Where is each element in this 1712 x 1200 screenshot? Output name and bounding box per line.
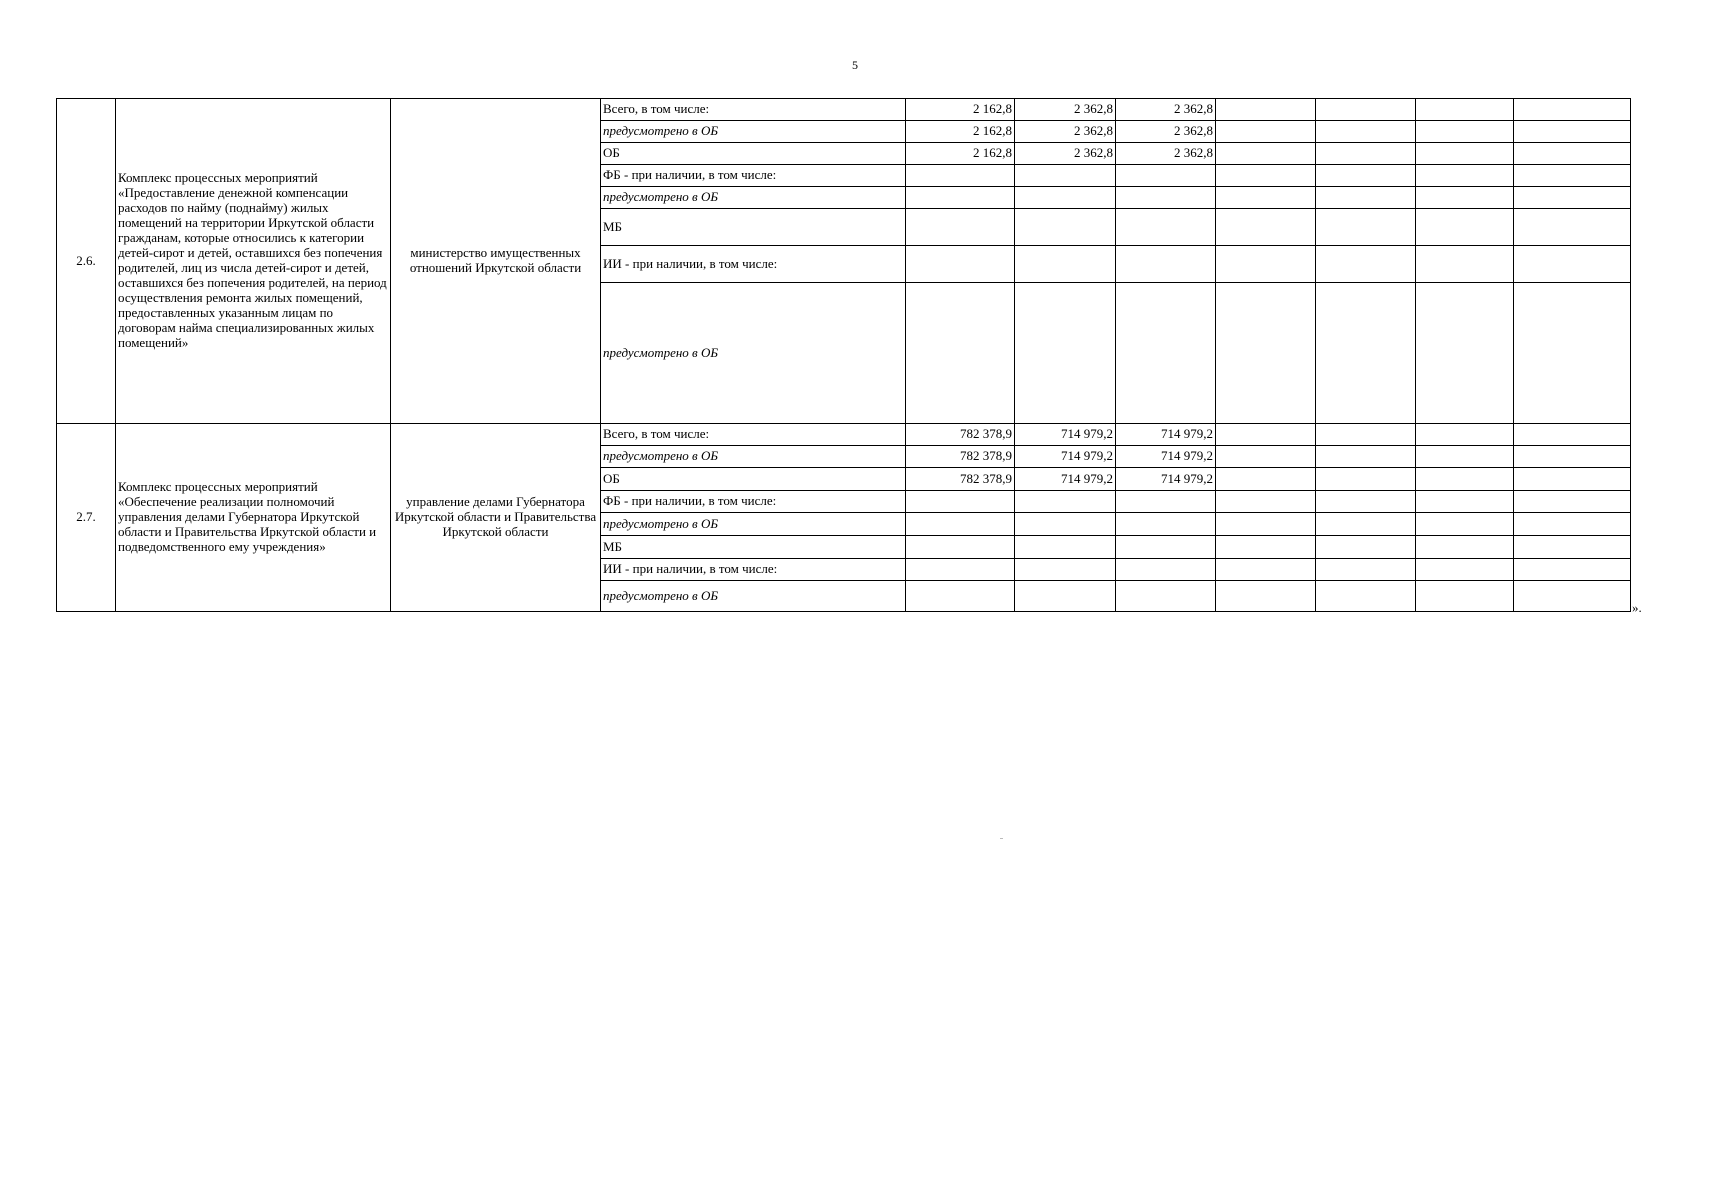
amount-cell <box>1514 187 1631 209</box>
amount-cell <box>1514 559 1631 581</box>
amount-cell <box>1514 468 1631 491</box>
amount-cell <box>1416 536 1514 559</box>
amount-cell <box>1015 187 1116 209</box>
amount-cell <box>1216 283 1316 424</box>
amount-cell <box>906 491 1015 513</box>
funding-source: предусмотрено в ОБ <box>601 187 906 209</box>
amount-cell <box>1316 468 1416 491</box>
funding-source: предусмотрено в ОБ <box>601 121 906 143</box>
section-executor: министерство имущественных отношений Иркутской области <box>391 99 601 424</box>
amount-cell <box>1416 99 1514 121</box>
amount-cell <box>1015 165 1116 187</box>
amount-cell <box>1514 491 1631 513</box>
amount-cell <box>1416 491 1514 513</box>
amount-cell <box>1216 246 1316 283</box>
amount-cell <box>906 165 1015 187</box>
amount-cell <box>1015 209 1116 246</box>
amount-cell <box>1015 491 1116 513</box>
budget-table <box>56 98 1631 612</box>
amount-cell <box>1416 283 1514 424</box>
amount-cell <box>1416 581 1514 612</box>
amount-cell <box>1116 246 1216 283</box>
amount-cell <box>1216 187 1316 209</box>
amount-cell: 714 979,2 <box>1015 468 1116 491</box>
amount-cell: 714 979,2 <box>1116 468 1216 491</box>
amount-cell: 782 378,9 <box>906 468 1015 491</box>
amount-cell <box>1514 283 1631 424</box>
funding-source: Всего, в том числе: <box>601 424 906 446</box>
amount-cell <box>1416 246 1514 283</box>
amount-cell <box>1216 491 1316 513</box>
amount-cell <box>1015 559 1116 581</box>
closing-quote-mark: ». <box>1632 600 1642 615</box>
amount-cell <box>1015 536 1116 559</box>
page-number: 5 <box>852 58 858 72</box>
amount-cell <box>1116 536 1216 559</box>
amount-cell <box>1116 187 1216 209</box>
section-name: Комплекс процессных мероприятий «Предоставление денежной компенсации расходов по найму (поднайму) жилых помещений на территории Иркутской области гражданам, которые относились к категории детей-сирот и детей, оставшихся без попечения родителей, лиц из числа детей-сирот и детей, оставшихся без попечения родителей, на период осуществления ремонта жилых помещений, предоставленных указанным лицам по договорам найма специализированных жилых помещений» <box>116 99 391 424</box>
amount-cell <box>1514 446 1631 468</box>
amount-cell <box>1514 246 1631 283</box>
amount-cell <box>1316 536 1416 559</box>
amount-cell <box>1015 581 1116 612</box>
amount-cell <box>1116 283 1216 424</box>
amount-cell: 2 162,8 <box>906 143 1015 165</box>
amount-cell <box>1416 209 1514 246</box>
amount-cell <box>1316 246 1416 283</box>
amount-cell <box>1316 491 1416 513</box>
amount-cell <box>1015 246 1116 283</box>
amount-cell <box>1216 559 1316 581</box>
scan-speck <box>1000 838 1003 839</box>
amount-cell: 782 378,9 <box>906 446 1015 468</box>
amount-cell: 714 979,2 <box>1116 424 1216 446</box>
amount-cell <box>1514 424 1631 446</box>
amount-cell: 2 362,8 <box>1116 143 1216 165</box>
section-name: Комплекс процессных мероприятий «Обеспечение реализации полномочий управления делами Губернатора Иркутской области и Правительства Иркутской области и подведомственного ему учреждения» <box>116 424 391 612</box>
amount-cell <box>906 559 1015 581</box>
amount-cell: 714 979,2 <box>1015 424 1116 446</box>
amount-cell <box>1216 536 1316 559</box>
amount-cell <box>906 513 1015 536</box>
amount-cell <box>1316 446 1416 468</box>
amount-cell <box>1216 513 1316 536</box>
funding-source: Всего, в том числе: <box>601 99 906 121</box>
amount-cell <box>1116 165 1216 187</box>
amount-cell: 2 362,8 <box>1015 99 1116 121</box>
funding-source: ИИ - при наличии, в том числе: <box>601 559 906 581</box>
amount-cell <box>1116 513 1216 536</box>
amount-cell: 2 362,8 <box>1116 121 1216 143</box>
amount-cell <box>1514 165 1631 187</box>
section-number: 2.7. <box>57 424 116 612</box>
funding-source: ФБ - при наличии, в том числе: <box>601 165 906 187</box>
amount-cell: 714 979,2 <box>1015 446 1116 468</box>
amount-cell <box>1316 99 1416 121</box>
amount-cell: 2 362,8 <box>1015 143 1116 165</box>
amount-cell <box>1514 99 1631 121</box>
amount-cell: 2 362,8 <box>1015 121 1116 143</box>
amount-cell <box>906 209 1015 246</box>
amount-cell <box>1416 187 1514 209</box>
amount-cell <box>1015 283 1116 424</box>
amount-cell <box>1316 283 1416 424</box>
amount-cell <box>1514 536 1631 559</box>
amount-cell <box>1316 513 1416 536</box>
amount-cell <box>1316 165 1416 187</box>
amount-cell: 714 979,2 <box>1116 446 1216 468</box>
funding-source: ФБ - при наличии, в том числе: <box>601 491 906 513</box>
amount-cell <box>1216 446 1316 468</box>
amount-cell <box>1416 165 1514 187</box>
amount-cell <box>1416 446 1514 468</box>
funding-source: предусмотрено в ОБ <box>601 513 906 536</box>
amount-cell <box>1316 424 1416 446</box>
amount-cell <box>1514 143 1631 165</box>
funding-source: предусмотрено в ОБ <box>601 283 906 424</box>
amount-cell <box>906 536 1015 559</box>
amount-cell <box>1316 209 1416 246</box>
amount-cell <box>1416 468 1514 491</box>
amount-cell <box>1316 121 1416 143</box>
amount-cell <box>1216 581 1316 612</box>
amount-cell <box>1316 559 1416 581</box>
amount-cell <box>1216 165 1316 187</box>
amount-cell: 2 162,8 <box>906 99 1015 121</box>
amount-cell <box>1316 143 1416 165</box>
section-number: 2.6. <box>57 99 116 424</box>
amount-cell: 2 162,8 <box>906 121 1015 143</box>
funding-source: ИИ - при наличии, в том числе: <box>601 246 906 283</box>
amount-cell <box>906 187 1015 209</box>
amount-cell <box>1514 209 1631 246</box>
table-row <box>57 424 1631 446</box>
amount-cell <box>1514 581 1631 612</box>
amount-cell <box>906 581 1015 612</box>
amount-cell <box>1216 99 1316 121</box>
amount-cell <box>1316 581 1416 612</box>
funding-source: предусмотрено в ОБ <box>601 446 906 468</box>
amount-cell <box>1416 513 1514 536</box>
amount-cell <box>1216 143 1316 165</box>
amount-cell <box>1416 424 1514 446</box>
funding-source: ОБ <box>601 143 906 165</box>
funding-source: предусмотрено в ОБ <box>601 581 906 612</box>
funding-source: ОБ <box>601 468 906 491</box>
amount-cell <box>906 283 1015 424</box>
amount-cell: 782 378,9 <box>906 424 1015 446</box>
amount-cell <box>1116 581 1216 612</box>
funding-source: МБ <box>601 536 906 559</box>
amount-cell <box>1116 491 1216 513</box>
amount-cell <box>1216 424 1316 446</box>
amount-cell <box>1514 513 1631 536</box>
amount-cell <box>1416 559 1514 581</box>
amount-cell <box>1316 187 1416 209</box>
amount-cell <box>1116 559 1216 581</box>
amount-cell <box>1216 121 1316 143</box>
amount-cell <box>1514 121 1631 143</box>
amount-cell <box>1015 513 1116 536</box>
amount-cell <box>1416 143 1514 165</box>
amount-cell: 2 362,8 <box>1116 99 1216 121</box>
table-row <box>57 99 1631 121</box>
amount-cell <box>906 246 1015 283</box>
amount-cell <box>1216 209 1316 246</box>
funding-source: МБ <box>601 209 906 246</box>
amount-cell <box>1416 121 1514 143</box>
amount-cell <box>1116 209 1216 246</box>
amount-cell <box>1216 468 1316 491</box>
section-executor: управление делами Губернатора Иркутской области и Правительства Иркутской области <box>391 424 601 612</box>
